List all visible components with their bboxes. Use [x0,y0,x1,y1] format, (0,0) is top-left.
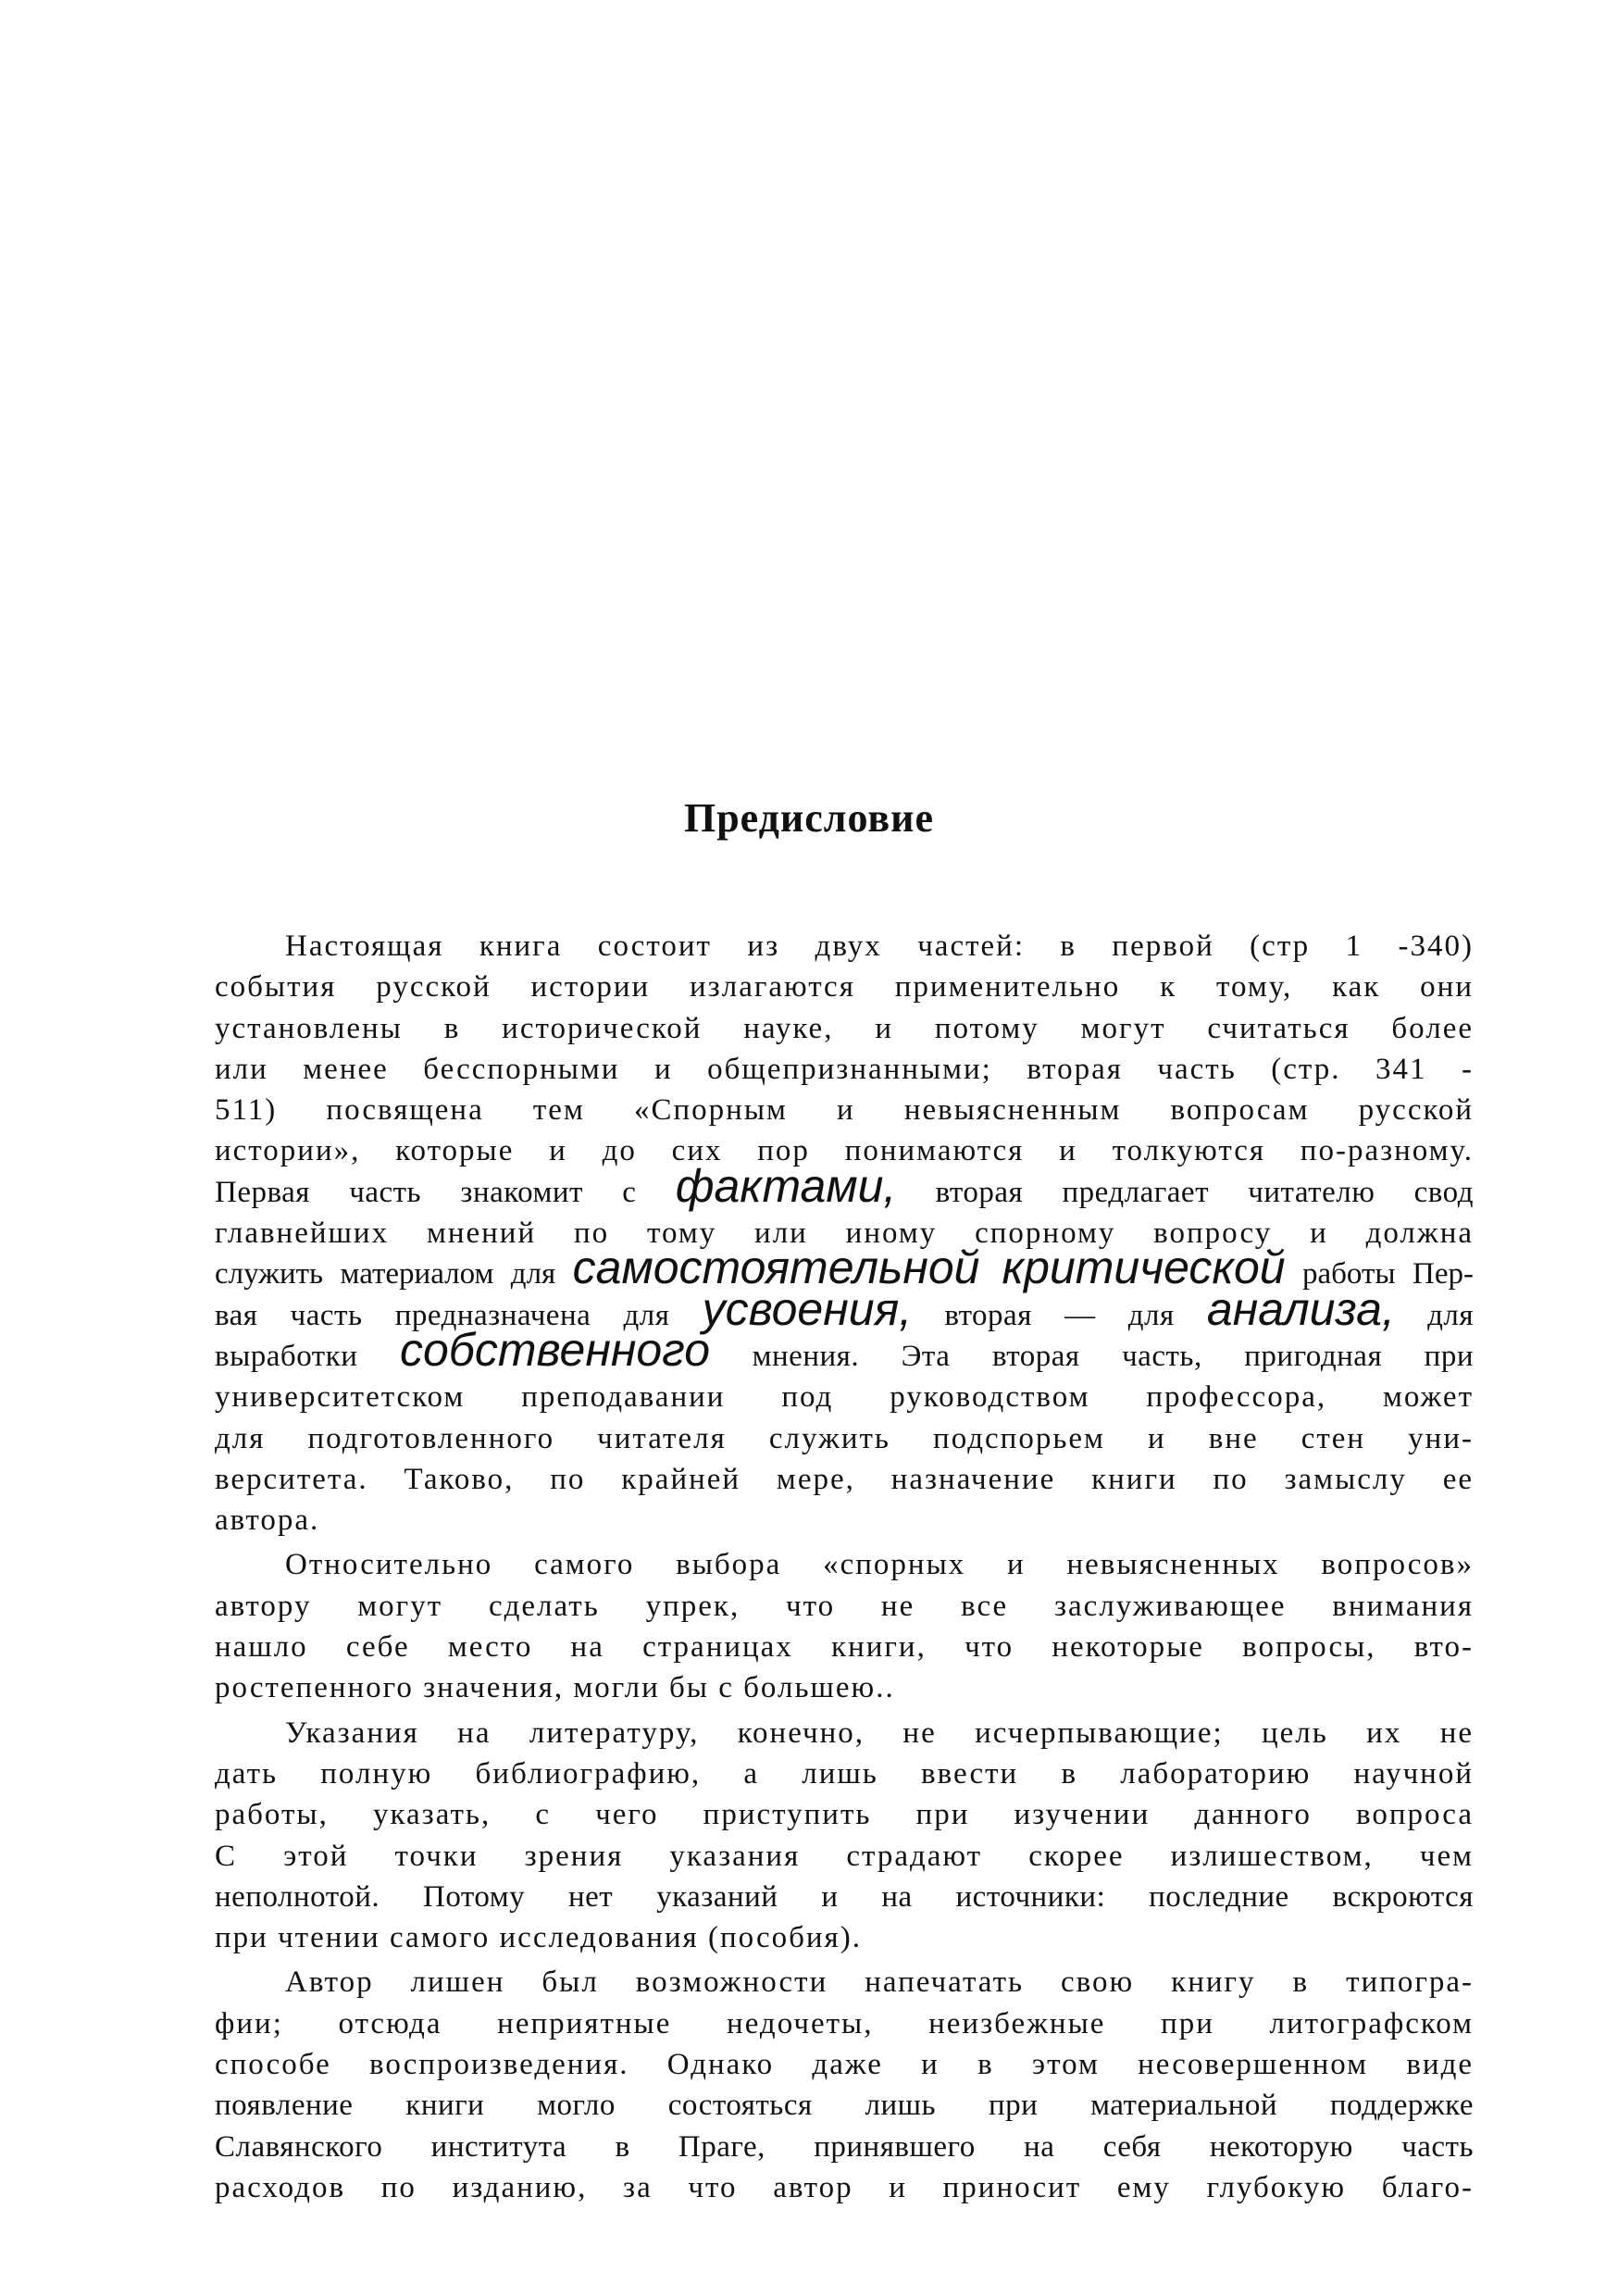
text-run: выработки [215,1339,400,1373]
text-line: Славянского института в Праге, принявшего на себя некоторую часть [215,2129,1474,2164]
text-line: Настоящая книга состоит из двух частей: в первой (стр 1 -340) [285,930,1474,963]
text-line: нашло себе место на страницах книги, что некоторые вопросы, вто- [215,1630,1474,1665]
text-line: Указания на литературу, конечно, не исчерпывающие; цель их не [285,1716,1474,1750]
emphasis-word: анализа, [1206,1282,1395,1335]
paragraph-2 [215,1544,1474,1708]
text-line: или менее бесспорными и общепризнанными; вторая часть (стр. 341 - [215,1052,1474,1086]
emphasis-word: фактами, [675,1159,897,1212]
text-line: установлены в исторической науке, и потому могут считаться более [215,1011,1474,1045]
text-line: 511) посвящена тем «Спорным и невыясненным вопросам русской [215,1093,1474,1128]
text-line: истории», которые и до сих пор понимаются и толкуются по-разному. [215,1134,1474,1168]
text-line: университетском преподавании под руководством профессора, может [215,1380,1474,1415]
text-run: служить материалом для [215,1257,573,1292]
text-line: неполнотой. Потому нет указаний и на источники: последние вскроются [215,1879,1474,1914]
text-line: способе воспроизведения. Однако даже и в этом несовершенном виде [215,2048,1474,2082]
paragraph-4 [215,1962,1474,2208]
paragraph-1 [215,926,1474,1541]
text-line: события русской истории излагаются применительно к тому, как они [215,970,1474,1004]
text-run: мнения. Эта вторая часть, пригодная при [710,1339,1474,1373]
text-line: для подготовленного читателя служить подспорьем и вне стен уни- [215,1421,1474,1455]
text-run: вая часть предназначена для [215,1298,703,1332]
text-line: ростепенного значения, могли бы с большею.. [215,1671,895,1705]
text-line: расходов по изданию, за что автор и приносит ему глубокую благо- [215,2170,1474,2204]
text-line: фии; отсюда неприятные недочеты, неизбежные при литографском [215,2006,1474,2040]
page-title: Предисловие [683,795,934,841]
text-line: автору могут сделать упрек, что не все заслуживающее внимания [215,1589,1474,1623]
emphasis-word: самостоятельной критической [572,1242,1286,1294]
text-line: С этой точки зрения указания страдают скорее излишеством, чем [215,1839,1474,1873]
text-run: для [1394,1298,1475,1332]
text-run: Первая часть знакомит с [215,1175,676,1209]
text-line: верситета. Таково, по крайней мере, назначение книги по замыслу ее [215,1462,1474,1496]
text-run: вторая — для [912,1298,1207,1332]
text-line: главнейших мнений по тому или иному спорному вопросу и должна [215,1217,1474,1251]
paragraph-3 [215,1713,1474,1959]
text-line: Автор лишен был возможности напечатать свою книгу в типогра- [285,1965,1474,2000]
text-line: работы, указать, с чего приступить при изучении данного вопроса [215,1798,1474,1832]
emphasis-word: собственного [399,1323,711,1376]
text-line: при чтении самого исследования (пособия). [215,1921,862,1955]
text-line: автора. [215,1504,320,1538]
text-line-mixed [215,1323,1474,1377]
text-run: вторая предлагает читателю свод [896,1175,1474,1209]
text-line: Относительно самого выбора «спорных и невыясненных вопросов» [285,1548,1474,1582]
emphasis-word: усвоения, [702,1282,913,1335]
text-run: работы Пер- [1285,1257,1474,1292]
text-line: дать полную библиографию, а лишь ввести в лабораторию научной [215,1756,1474,1791]
text-line-mixed [215,1159,1474,1213]
preface-body [215,926,1474,2208]
text-line: появление книги могло состояться лишь при материальной поддержке [215,2089,1474,2123]
